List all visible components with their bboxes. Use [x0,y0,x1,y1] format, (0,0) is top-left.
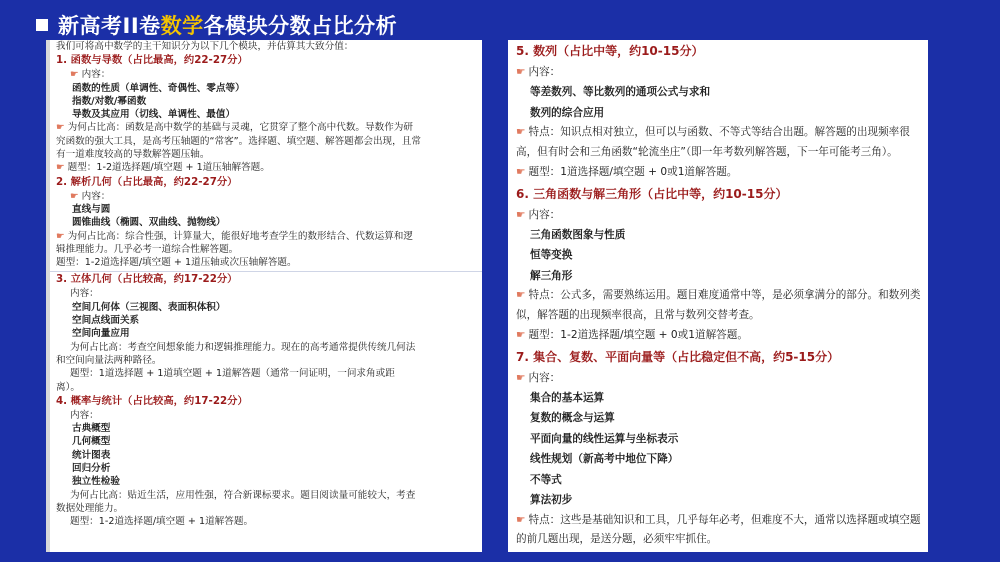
section-3-heading: 3. 立体几何（占比较高，约17-22分） [56,273,238,286]
right-content-panel [508,40,928,552]
list-item: 数列的综合应用 [530,106,605,119]
pointing-hand-icon: ☛ [70,69,79,81]
types-line: 离）。 [56,381,80,393]
pointing-hand-icon: ☛ [516,66,526,78]
pointing-hand-icon: ☛ [516,371,526,384]
features-text: ☛ 特点：知识点相对独立，但可以与函数、不等式等结合出题。解答题的出现频率很高，但有时会和三角函数“轮流坐庄”（即一年考数列解答题，下一年可能考三角）。 [516,126,910,158]
list-item: 不等式 [530,473,562,486]
list-item: 三角函数图象与性质 [530,229,626,242]
title-text: 新高考II卷数学各模块分数占比分析 [58,14,398,38]
types-line: ☛ 题型：1道选择题/填空题 + 0或1道解答题。 [516,166,738,179]
pointing-hand-icon: ☛ [56,122,65,134]
section-4-heading: 4. 概率与统计（占比较高，约17-22分） [56,394,248,407]
list-item: 几何概型 [72,436,111,448]
content-label: ☛ 内容： [516,371,561,384]
list-item: 线性规划（新高考中地位下降） [530,453,679,466]
features-text: ☛ 特点：这些是基础知识和工具，几乎每年必考，但难度不大，通常以选择题或填空题的前几题出现，是送分题，必须牢牢抓住。 [516,513,921,545]
list-item: 空间点线面关系 [72,315,140,327]
list-item: 复数的概念与运算 [530,412,615,425]
pointing-hand-icon: ☛ [70,190,79,202]
left-content-panel [46,40,482,552]
list-item: 回归分析 [72,463,111,475]
list-item: 平面向量的线性运算与坐标表示 [530,432,679,445]
content-label: 内容： [70,409,99,421]
reason-line: 辑推理能力。几乎必考一道综合性解答题。 [56,243,239,255]
section-5-heading: 5. 数列（占比中等，约10-15分） [516,44,704,58]
section-6-heading: 6. 三角函数与解三角形（占比中等，约10-15分） [516,186,788,201]
types-line: ☛ 题型：1-2道选择题/填空题 + 1道压轴解答题。 [56,162,270,174]
reason-line: ☛ 为何占比高：函数是高中数学的基础与灵魂，它贯穿了整个高中代数。导数作为研 [56,122,413,134]
content-label: ☛ 内容： [516,208,561,221]
list-item: 解三角形 [530,269,573,282]
slide-title [36,10,397,40]
list-item: 直线与圆 [72,203,111,215]
list-item: 空间向量应用 [72,328,130,340]
section-7-heading: 7. 集合、复数、平面向量等（占比稳定但不高，约5-15分） [516,349,840,364]
title-bullet-square [36,19,48,31]
pointing-hand-icon: ☛ [56,230,65,242]
content-label: ☛ 内容： [70,190,111,202]
intro-text: 我们可将高中数学的主干知识分为以下几个模块，并估算其大致分值： [56,41,354,52]
types-line: ☛ 题型：1-2道选择题/填空题 + 0或1道解答题。 [516,329,748,342]
pointing-hand-icon: ☛ [516,126,526,139]
list-item: 导数及其应用（切线、单调性、最值） [72,109,236,121]
list-item: 古典概型 [72,423,111,435]
reason-line: 为何占比高：贴近生活，应用性强，符合新课标要求。题目阅读量可能较大，考查 [70,489,416,501]
pointing-hand-icon: ☛ [516,329,526,342]
list-item: 空间几何体（三视图、表面积体积） [72,301,226,313]
pointing-hand-icon: ☛ [516,166,526,179]
types-line: 题型：1-2道选择题/填空题 + 1道解答题。 [70,516,254,528]
list-item: 独立性检验 [72,476,120,488]
types-line: 题型：1道选择题 + 1道填空题 + 1道解答题（通常一问证明，一问求角或距 [70,368,395,380]
list-item: 统计图表 [72,449,111,461]
types-line: 题型：1-2道选择题/填空题 + 1道压轴或次压轴解答题。 [56,257,297,269]
content-label: 内容： [70,288,99,300]
section-1-heading: 1. 函数与导数（占比最高，约22-27分） [56,54,248,67]
features-text: ☛ 特点：公式多，需要熟练运用。题目难度通常中等，是必须拿满分的部分。和数列类似，解答题的出现频率很高，且常与数列交替考查。 [516,289,921,321]
reason-line: 有一道难度较高的导数解答题压轴。 [56,149,210,161]
reason-line: 数据处理能力。 [56,502,124,514]
reason-line: 为何占比高：考查空间想象能力和逻辑推理能力。现在的高考通常提供传统几何法 [70,341,416,353]
reason-line: ☛ 为何占比高：综合性强，计算量大，能很好地考查学生的数形结合、代数运算和逻 [56,230,413,242]
reason-line: 和空间向量法两种路径。 [56,354,162,366]
pointing-hand-icon: ☛ [516,289,526,302]
list-item: 恒等变换 [530,249,573,262]
content-label: ☛ 内容： [516,66,561,78]
section-2-heading: 2. 解析几何（占比最高，约22-27分） [56,175,238,188]
list-item: 算法初步 [530,494,573,507]
content-label: ☛ 内容： [70,69,111,81]
pointing-hand-icon: ☛ [516,513,526,526]
list-item: 等差数列、等比数列的通项公式与求和 [530,86,711,99]
list-item: 指数/对数/幂函数 [72,95,147,107]
pointing-hand-icon: ☛ [56,162,65,174]
reason-line: 究函数的强大工具，是高考压轴题的“常客”。选择题、填空题、解答题都会出现，且常 [56,135,421,147]
list-item: 函数的性质（单调性、奇偶性、零点等） [72,82,245,94]
pointing-hand-icon: ☛ [516,208,526,221]
list-item: 圆锥曲线（椭圆、双曲线、抛物线） [72,217,226,229]
list-item: 集合的基本运算 [530,392,605,405]
